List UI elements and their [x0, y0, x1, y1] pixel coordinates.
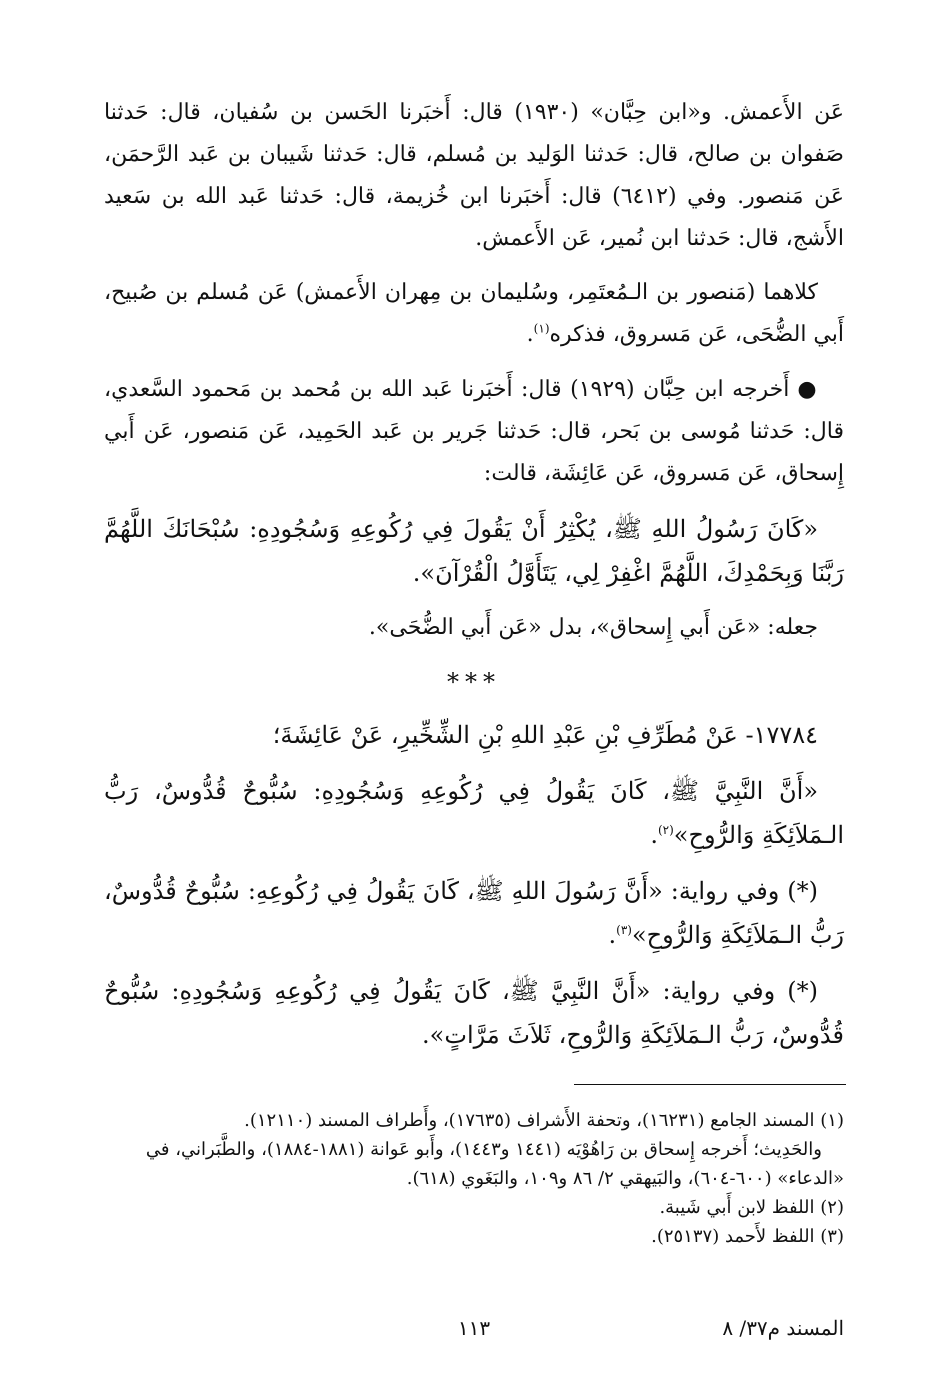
paragraph-text: كلاهما (مَنصور بن الـمُعتَمِر، وسُليمان بن مِهران الأَعمش) عَن مُسلم بن صُبيح، أَبي الضُّحَى، عَن مَسروق، فذكره: [104, 280, 844, 347]
footnote-1-continuation: والحَدِيث؛ أَخرجه إِسحاق بن رَاهُوْيَه (١٤٤١ و١٤٤٣)، وأَبو عَوانة (١٨٨١-١٨٨٤)، والطَّبَراني، في «الدعاء» (٦٠٠-٦٠٤)، والبَيهقي ٢/ ٨٦ و١٠٩، والبَغَوي (٦١٨).: [145, 1139, 844, 1189]
paragraph-chain-continuation: عَن الأَعمش. و«ابن حِبَّان» (١٩٣٠) قال: أَخبَرنا الحَسن بن سُفيان، قال: حَدثنا صَفوان بن صالح، قال: حَدثنا الوَليد بن مُسلم، قال: حَدثنا شَيبان بن عَبد الرَّحمَن، عَن مَنصور. وفي (٦٤١٢) قال: أَخبَرنا ابن خُزيمة، قال: حَدثنا عَبد الله بن سَعيد الأَشج، قال: حَدثنا ابن نُمير، عَن الأَعمش.: [104, 100, 844, 251]
footnote-ref-1: (١): [533, 321, 550, 336]
footnote-ref-2: (٢): [657, 823, 674, 837]
footnotes: [104, 1106, 844, 1251]
paragraph-note: جعله: «عَن أَبي إِسحاق»، بدل «عَن أَبي الضُّحَى».: [368, 615, 818, 640]
bullet-icon: ●: [797, 376, 819, 402]
signature-mark: المسند م٣٧/ ٨: [722, 1316, 844, 1340]
section-divider-stars: ***: [447, 668, 501, 696]
page-footer: [104, 1316, 844, 1350]
hadith-variant-2: (*) وفي رواية: «أَنَّ النَّبِيَّ ﷺ، كَانَ يَقُولُ فِي رُكُوعِهِ وَسُجُودِهِ: سُبُّوحٌ قُدُّوسٌ، رَبُّ الـمَلاَئِكَةِ وَالرُّوحِ، ثَلاَثَ مَرَّاتٍ».: [104, 977, 844, 1049]
hadith-variant-1: (*) وفي رواية: «أَنَّ رَسُولَ اللهِ ﷺ، كَانَ يَقُولُ فِي رُكُوعِهِ: سُبُّوحٌ قُدُّوسٌ، رَبُّ الـمَلاَئِكَةِ وَالرُّوحِ»$^{(٣)}$.: [104, 877, 844, 949]
page-number: ١١٣: [457, 1316, 491, 1340]
paragraph-text: أَخرجه ابن حِبَّان (١٩٢٩) قال: أَخبَرنا عَبد الله بن مُحمد بن مَحمود السَّعدي، قال: حَدثنا مُوسى بن بَحر، قال: حَدثنا جَرير بن عَبد الحَمِيد، عَن مَنصور، عَن أَبي إِسحاق، عَن مَسروق، عَن عَائِشَة، قالت:: [104, 377, 844, 486]
footnote-separator: [574, 1084, 846, 1085]
footnote-ref-3: (٣): [616, 923, 632, 937]
main-text: [104, 92, 844, 1069]
paragraph-both-narrators: كلاهما (مَنصور بن الـمُعتَمِر، وسُليمان بن مِهران الأَعمش) عَن مُسلم بن صُبيح، أَبي الضُّحَى، عَن مَسروق، فذكره$^{(١)}$.: [104, 280, 844, 347]
footnote-3: (٣) اللفظ لأَحمد (٢٥١٣٧).: [651, 1226, 844, 1247]
hadith-number-heading: ١٧٧٨٤- عَنْ مُطَرِّفِ بْنِ عَبْدِ اللهِ بْنِ الشِّخِّيرِ، عَنْ عَائِشَةَ؛: [272, 721, 818, 749]
footnote-2: (٢) اللفظ لابن أَبي شَيبة.: [659, 1197, 844, 1218]
hadith-text-main: «أَنَّ النَّبِيَّ ﷺ، كَانَ يَقُولُ فِي رُكُوعِهِ وَسُجُودِهِ: سُبُّوحٌ قُدُّوسٌ، رَبُّ الـمَلاَئِكَةِ وَالرُّوحِ»$^{(٢)}$.: [104, 777, 844, 849]
paragraph-ibn-hibban-chain: [104, 368, 844, 495]
hadith-text-aisha: «كَانَ رَسُولُ اللهِ ﷺ، يُكْثِرُ أَنْ يَقُولَ فِي رُكُوعِهِ وَسُجُودِهِ: سُبْحَانَكَ اللَّهُمَّ رَبَّنَا وَبِحَمْدِكَ، اللَّهُمَّ اغْفِرْ لِي، يَتَأَوَّلُ الْقُرْآنَ».: [104, 515, 844, 587]
footnote-1: (١) المسند الجامع (١٦٢٣١)، وتحفة الأَشراف (١٧٦٣٥)، وأَطراف المسند (١٢١١٠).: [244, 1110, 844, 1131]
